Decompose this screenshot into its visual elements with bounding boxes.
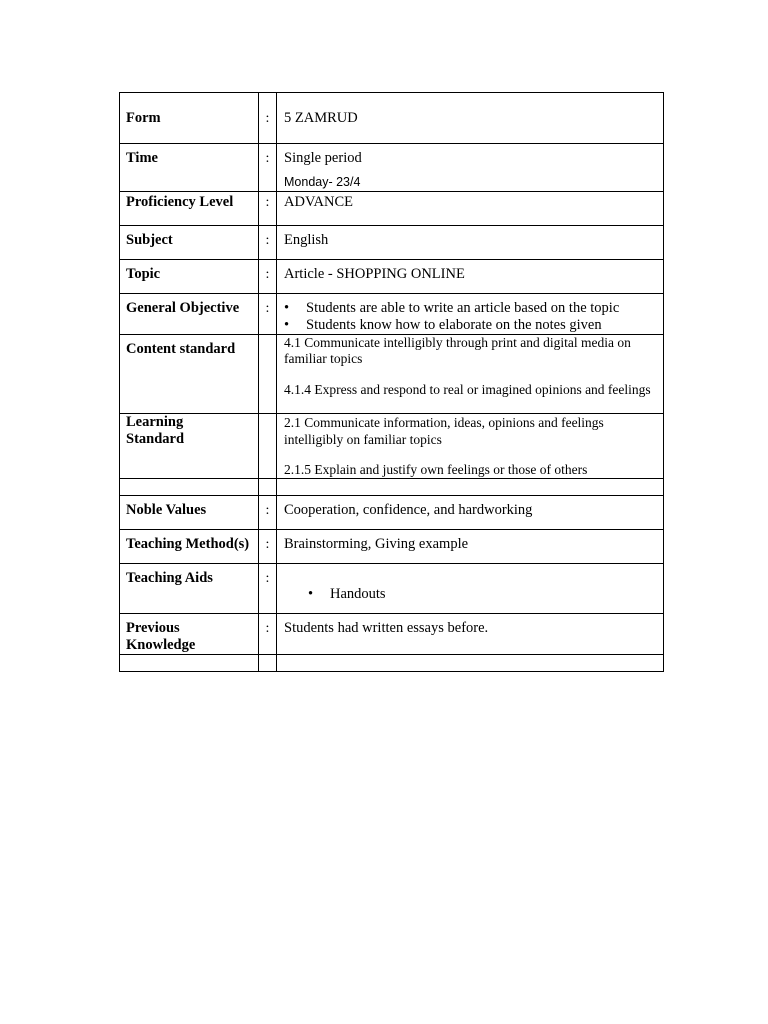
table-row xyxy=(120,479,664,496)
table-row xyxy=(120,614,664,655)
noble-values-colon: : xyxy=(259,496,277,530)
objective-colon: : xyxy=(259,294,277,335)
empty-cell xyxy=(120,479,259,496)
table-row xyxy=(120,335,664,414)
table-row xyxy=(120,564,664,614)
time-date-note: Monday- 23/4 xyxy=(284,175,361,189)
proficiency-colon: : xyxy=(259,192,277,226)
learning-standard-colon-cell xyxy=(259,414,277,479)
objective-label: General Objective xyxy=(120,294,259,335)
table-row xyxy=(120,655,664,672)
content-standard-colon-cell xyxy=(259,335,277,414)
topic-colon: : xyxy=(259,260,277,294)
teaching-methods-colon: : xyxy=(259,530,277,564)
content-standard-line1: 4.1 Communicate intelligibly through print and digital media on familiar topics xyxy=(284,335,631,366)
content-standard-label: Content standard xyxy=(120,335,259,414)
subject-colon: : xyxy=(259,226,277,260)
teaching-aids-cell xyxy=(277,564,664,614)
learning-standard-label: Learning Standard xyxy=(120,414,259,479)
subject-value: English xyxy=(277,226,664,260)
teaching-aids-value: Handouts xyxy=(330,586,386,602)
table-row xyxy=(120,192,664,226)
table-row xyxy=(120,496,664,530)
objective-list xyxy=(284,300,657,334)
subject-label: Subject xyxy=(120,226,259,260)
empty-cell xyxy=(259,655,277,672)
teaching-methods-label: Teaching Method(s) xyxy=(120,530,259,564)
form-label: Form xyxy=(120,93,259,144)
topic-value: Article - SHOPPING ONLINE xyxy=(277,260,664,294)
noble-values-label: Noble Values xyxy=(120,496,259,530)
empty-cell xyxy=(259,479,277,496)
time-colon: : xyxy=(259,144,277,192)
topic-label: Topic xyxy=(120,260,259,294)
list-item: • Students are able to write an article based on the topic xyxy=(284,300,657,317)
form-value: 5 ZAMRUD xyxy=(277,93,664,144)
teaching-aids-colon: : xyxy=(259,564,277,614)
proficiency-label: Proficiency Level xyxy=(120,192,259,226)
learning-standard-cell xyxy=(277,414,664,479)
table-row xyxy=(120,226,664,260)
learning-standard-line2: 2.1.5 Explain and justify own feelings or those of others xyxy=(284,462,588,477)
bullet-icon: • xyxy=(308,586,314,602)
teaching-aids-label: Teaching Aids xyxy=(120,564,259,614)
empty-cell xyxy=(120,655,259,672)
time-label: Time xyxy=(120,144,259,192)
empty-cell xyxy=(277,655,664,672)
lesson-plan-table xyxy=(119,92,664,672)
table-row xyxy=(120,414,664,479)
time-cell xyxy=(277,144,664,192)
previous-knowledge-label: Previous Knowledge xyxy=(120,614,259,655)
previous-knowledge-value: Students had written essays before. xyxy=(277,614,664,655)
noble-values-value: Cooperation, confidence, and hardworking xyxy=(277,496,664,530)
previous-knowledge-colon: : xyxy=(259,614,277,655)
table-row xyxy=(120,530,664,564)
table-row xyxy=(120,93,664,144)
form-colon: : xyxy=(259,93,277,144)
proficiency-value: ADVANCE xyxy=(277,192,664,226)
list-item xyxy=(284,586,657,603)
content-standard-cell xyxy=(277,335,664,414)
empty-cell xyxy=(277,479,664,496)
objective-cell xyxy=(277,294,664,335)
table-row xyxy=(120,144,664,192)
learning-standard-line1: 2.1 Communicate information, ideas, opinions and feelings intelligibly on familiar topics xyxy=(284,415,604,447)
list-item: • Students know how to elaborate on the notes given xyxy=(284,317,657,334)
table-row xyxy=(120,260,664,294)
table-row xyxy=(120,294,664,335)
time-value: Single period xyxy=(284,150,362,166)
content-standard-line2: 4.1.4 Express and respond to real or imagined opinions and feelings xyxy=(284,382,651,397)
teaching-methods-value: Brainstorming, Giving example xyxy=(277,530,664,564)
